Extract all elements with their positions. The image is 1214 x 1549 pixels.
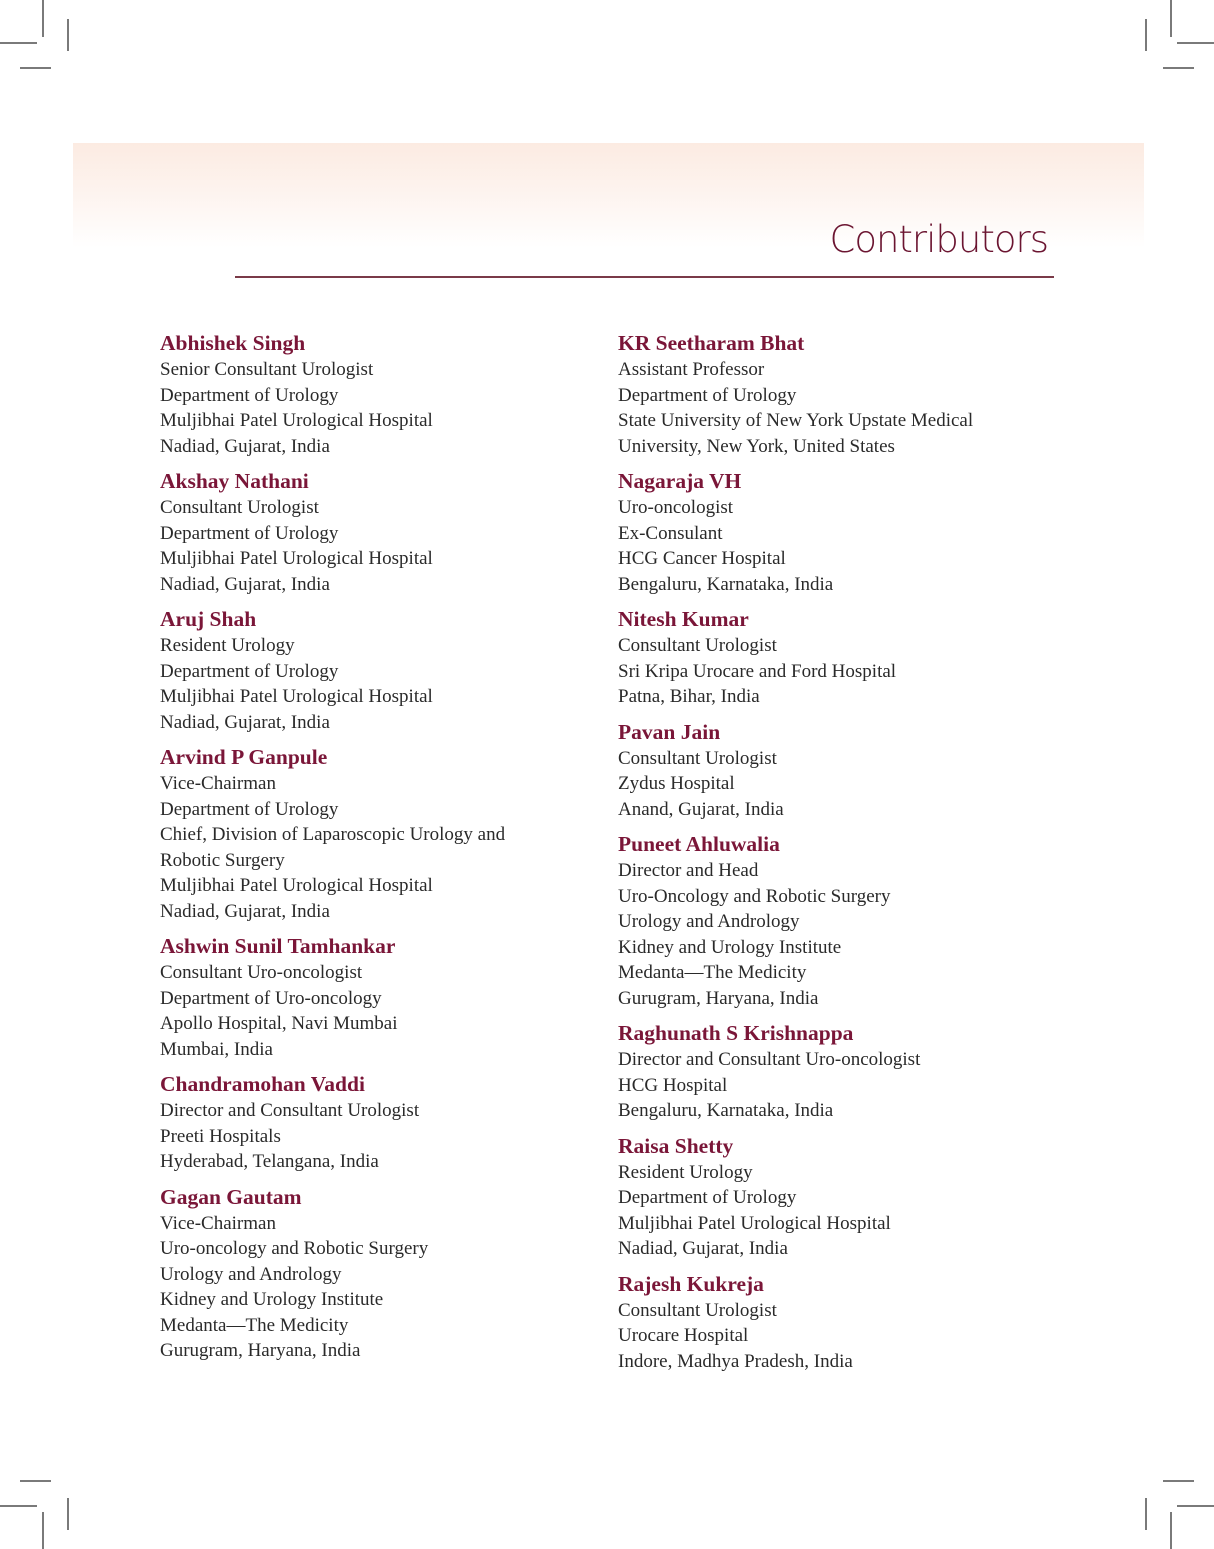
contributor-affiliation-line: Department of Urology [618, 1187, 797, 1208]
contributor-affiliation-line: Consultant Uro-oncologist [160, 962, 363, 983]
contributor-affiliation-line: Kidney and Urology Institute [618, 936, 842, 958]
contributor-name: KR Seetharam Bhat [618, 331, 805, 355]
contributor-affiliation-line: Department of Urology [160, 798, 339, 820]
contributor-affiliation-line: Sri Kripa Urocare and Ford Hospital [618, 660, 897, 682]
contributor-entry [618, 606, 1048, 710]
contributor-affiliation-line: Uro-Oncology and Robotic Surgery [618, 885, 891, 907]
contributor-entry [160, 1184, 590, 1364]
contributor-affiliation-line: Hyderabad, Telangana, India [160, 1151, 379, 1172]
contributor-affiliation-line: Ex-Consulant [618, 522, 723, 544]
contributor-affiliation-line: Senior Consultant Urologist [160, 359, 374, 380]
contributor-affiliation-line: Department of Urology [160, 384, 339, 406]
contributor-entry [618, 468, 1048, 597]
contributor-entry [618, 1020, 1048, 1124]
contributor-affiliation-line: Apollo Hospital, Navi Mumbai [160, 1013, 398, 1034]
contributor-entry [618, 719, 1048, 823]
contributor-affiliation-line: Muljibhai Patel Urological Hospital [160, 548, 433, 569]
contributor-name: Arvind P Ganpule [160, 745, 328, 769]
crop-mark [1170, 1512, 1172, 1549]
crop-mark [0, 1505, 37, 1507]
contributor-affiliation-line: Kidney and Urology Institute [160, 1289, 384, 1310]
contributor-affiliation-line: Consultant Urologist [618, 1299, 777, 1321]
contributor-affiliation-line: Urocare Hospital [618, 1325, 749, 1346]
contributor-affiliation-line: Director and Head [618, 860, 759, 881]
contributor-affiliation-line: Director and Consultant Urologist [160, 1100, 420, 1121]
contributor-entry [160, 744, 590, 924]
contributor-affiliation-line: Indore, Madhya Pradesh, India [618, 1350, 853, 1372]
contributor-affiliation-line: University, New York, United States [618, 435, 895, 457]
crop-mark [1170, 0, 1172, 37]
contributors-right-column [618, 330, 1048, 1383]
crop-mark [42, 1512, 44, 1549]
contributor-affiliation-line: Gurugram, Haryana, India [160, 1340, 361, 1361]
contributor-name: Aruj Shah [160, 607, 257, 631]
contributor-affiliation-line: HCG Cancer Hospital [618, 548, 786, 569]
contributor-name: Pavan Jain [618, 719, 721, 744]
contributor-name: Akshay Nathani [160, 469, 309, 493]
contributor-affiliation-line: Nadiad, Gujarat, India [618, 1238, 788, 1259]
crop-mark [20, 1480, 51, 1482]
contributor-affiliation-line: Gurugram, Haryana, India [618, 987, 819, 1009]
crop-mark [1163, 67, 1194, 69]
contributor-affiliation-line: Resident Urology [618, 1161, 753, 1183]
contributor-name: Raghunath S Krishnappa [618, 1021, 854, 1045]
contributor-affiliation-line: Resident Urology [160, 635, 295, 656]
contributor-name: Nitesh Kumar [618, 607, 749, 631]
contributor-affiliation-line: Nadiad, Gujarat, India [160, 435, 330, 457]
contributor-entry [160, 1071, 590, 1175]
contributor-affiliation-line: Muljibhai Patel Urological Hospital [160, 875, 433, 896]
contributor-entry [160, 330, 590, 459]
crop-mark [0, 42, 37, 44]
crop-mark [67, 19, 69, 51]
contributor-affiliation-line: Consultant Urologist [618, 635, 777, 656]
crop-mark [1145, 19, 1147, 51]
contributor-affiliation-line: Urology and Andrology [618, 911, 800, 932]
contributor-name: Puneet Ahluwalia [618, 832, 780, 856]
contributor-affiliation-line: Medanta—The Medicity [160, 1314, 349, 1336]
contributor-name: Rajesh Kukreja [618, 1271, 764, 1296]
contributor-affiliation-line: Nadiad, Gujarat, India [160, 900, 330, 922]
contributor-affiliation-line: Vice-Chairman [160, 773, 276, 794]
crop-mark [1177, 42, 1214, 44]
contributor-name: Ashwin Sunil Tamhankar [160, 934, 396, 958]
contributor-affiliation-line: Uro-oncologist [618, 497, 734, 518]
page-title: Contributors [829, 218, 1048, 261]
contributor-affiliation-line: HCG Hospital [618, 1074, 728, 1096]
contributor-affiliation-line: Preeti Hospitals [160, 1125, 281, 1147]
contributor-name: Nagaraja VH [618, 469, 742, 493]
contributor-entry [160, 933, 590, 1062]
contributor-name: Abhishek Singh [160, 331, 306, 355]
crop-mark [1145, 1498, 1147, 1530]
contributors-left-column [160, 330, 590, 1373]
contributor-affiliation-line: Uro-oncology and Robotic Surgery [160, 1238, 429, 1259]
crop-mark [20, 67, 51, 69]
contributor-affiliation-line: Robotic Surgery [160, 849, 285, 871]
contributor-affiliation-line: Medanta—The Medicity [618, 962, 807, 983]
contributor-affiliation-line: Department of Uro-oncology [160, 987, 382, 1009]
contributor-entry [160, 606, 590, 735]
contributor-affiliation-line: Chief, Division of Laparoscopic Urology and [160, 824, 506, 845]
contributor-name: Gagan Gautam [160, 1184, 302, 1209]
contributor-name: Chandramohan Vaddi [160, 1072, 365, 1096]
contributor-affiliation-line: Nadiad, Gujarat, India [160, 711, 330, 733]
contributor-affiliation-line: Muljibhai Patel Urological Hospital [618, 1212, 891, 1234]
contributor-name: Raisa Shetty [618, 1133, 734, 1158]
contributor-affiliation-line: Department of Urology [618, 384, 797, 406]
crop-mark [1163, 1480, 1194, 1482]
contributor-affiliation-line: Assistant Professor [618, 359, 765, 380]
contributor-affiliation-line: Muljibhai Patel Urological Hospital [160, 410, 433, 431]
contributor-affiliation-line: Bengaluru, Karnataka, India [618, 1100, 834, 1121]
crop-mark [67, 1498, 69, 1530]
contributor-affiliation-line: Consultant Urologist [618, 747, 777, 769]
crop-mark [1177, 1505, 1214, 1507]
contributor-affiliation-line: Nadiad, Gujarat, India [160, 573, 330, 595]
contributor-entry [618, 831, 1048, 1011]
contributor-entry [618, 330, 1048, 459]
contributor-entry [160, 468, 590, 597]
title-rule-divider [235, 276, 1054, 278]
contributor-affiliation-line: Bengaluru, Karnataka, India [618, 573, 834, 595]
crop-mark [42, 0, 44, 37]
contributor-affiliation-line: Department of Urology [160, 660, 339, 682]
contributor-affiliation-line: Department of Urology [160, 522, 339, 544]
contributor-entry [618, 1271, 1048, 1375]
contributor-affiliation-line: Consultant Urologist [160, 497, 319, 518]
contributor-entry [618, 1133, 1048, 1262]
contributor-affiliation-line: Zydus Hospital [618, 773, 735, 794]
contributor-affiliation-line: Muljibhai Patel Urological Hospital [160, 686, 433, 707]
contributor-affiliation-line: Vice-Chairman [160, 1212, 276, 1234]
contributor-affiliation-line: Urology and Andrology [160, 1263, 342, 1285]
contributor-affiliation-line: Patna, Bihar, India [618, 686, 760, 707]
contributor-affiliation-line: Anand, Gujarat, India [618, 798, 784, 820]
contributor-affiliation-line: State University of New York Upstate Medical [618, 410, 974, 431]
contributor-affiliation-line: Mumbai, India [160, 1038, 273, 1060]
contributor-affiliation-line: Director and Consultant Uro-oncologist [618, 1049, 921, 1070]
